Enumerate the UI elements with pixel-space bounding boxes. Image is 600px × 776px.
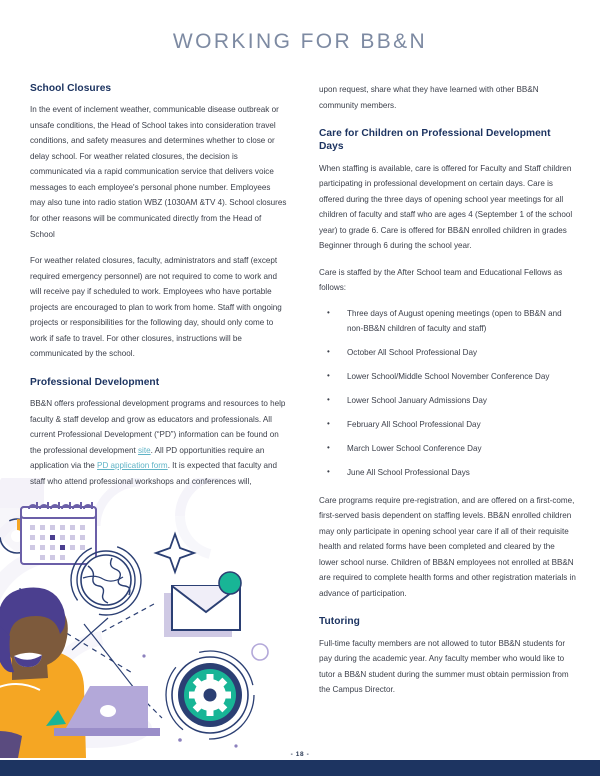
dial-decor-icon <box>0 519 34 553</box>
pd-text-part-2: . All PD opportunities require an application via the <box>30 445 265 471</box>
two-column-body <box>30 82 576 698</box>
pd-text-part-3: . It is expected that faculty and staff who attend professional workshops and conferences will, <box>30 461 278 486</box>
left-column <box>30 82 287 698</box>
heading-school-closures: School Closures <box>30 83 112 94</box>
paragraph-tutoring: Full-time faculty members are not allowed to tutor BB&N students for pay during the academic year. Any faculty member who would like to tutor a BB&N student during the summer must obtain permission from the Campus Director. <box>319 638 569 695</box>
heading-care-for-children: Care for Children on Professional Development Days <box>319 128 551 153</box>
footer-bar <box>0 760 600 776</box>
care-days-list <box>319 307 576 481</box>
link-pd-application-form[interactable]: PD application form <box>97 461 168 471</box>
paragraph-school-closures-1: In the event of inclement weather, communicable disease outbreak or unsafe conditions, the Head of School takes into consideration travel conditions, and safety measures and determines whether to close or delay school. For weather related closures, the decision is communicated via a rapid communication service that delivers voice messages to each employee's personal phone number. Employees may also tune into radio station WBZ (1030AM &TV 4). School closures for other reasons will be communicated directly from the Head of School <box>30 105 287 239</box>
paragraph-care-2: Care is staffed by the After School team and Educational Fellows as follows: <box>319 267 563 293</box>
paragraph-care-1: When staffing is available, care is offered for Faculty and Staff children participating in professional development on certain days. Care is offered during the three days of opening school year meetings for all children of faculty and staff who are ages 4 (September 1 of the school year) to grade 6. Care is offered for BB&N enrolled children in grades Beginner through 6 during the school year. <box>319 163 573 251</box>
list-item: • February All School Professional Day <box>319 418 576 433</box>
heading-tutoring: Tutoring <box>319 616 360 628</box>
page-number: - 18 - <box>290 751 310 758</box>
link-professional-development-site[interactable]: site <box>138 445 151 455</box>
heading-professional-development: Professional Development <box>30 376 160 388</box>
list-item: • Lower School/Middle School November Conference Day <box>319 370 576 385</box>
paragraph-professional-development <box>30 396 287 489</box>
paragraph-school-closures-2: For weather related closures, faculty, administrators and staff (except required emergency personnel) are not required to come to work and will receive pay if scheduled to work. Employees who have portable projects are encouraged to plan to work from home. Staff with ongoing projects or responsibilities for the following day, should only come to work if safe to travel. For other closures, instructions will be communicated by the school. <box>30 256 282 359</box>
list-item: • October All School Professional Day <box>319 346 576 361</box>
paragraph-care-closing: Care programs require pre-registration, and are offered on a first-come, first-served basis dependent on staffing levels. BB&N enrolled children may only participate in opening school year care if all of their requisite health and related forms have been completed and cleared by the lower school nurse. Children of BB&N employees not enrolled at BB&N are required to complete health forms and other registration materials in advance of participation. <box>319 495 576 598</box>
list-item: • March Lower School Conference Day <box>319 442 576 457</box>
page-title: WORKING FOR BB&N <box>172 30 428 53</box>
list-item: • June All School Professional Days <box>319 466 576 481</box>
paragraph-continued-intro: upon request, share what they have learned with other BB&N community members. <box>319 85 539 110</box>
right-column <box>319 82 576 698</box>
pd-text-part-1: BB&N offers professional development programs and resources to help faculty & staff develop and grow as educators and professionals. All current Professional Development (“PD”) information can be found on the professional development <box>30 399 286 455</box>
list-item: • Lower School January Admissions Day <box>319 394 576 409</box>
list-item: • Three days of August opening meetings (open to BB&N and non-BB&N children of faculty and staff) <box>319 307 576 337</box>
